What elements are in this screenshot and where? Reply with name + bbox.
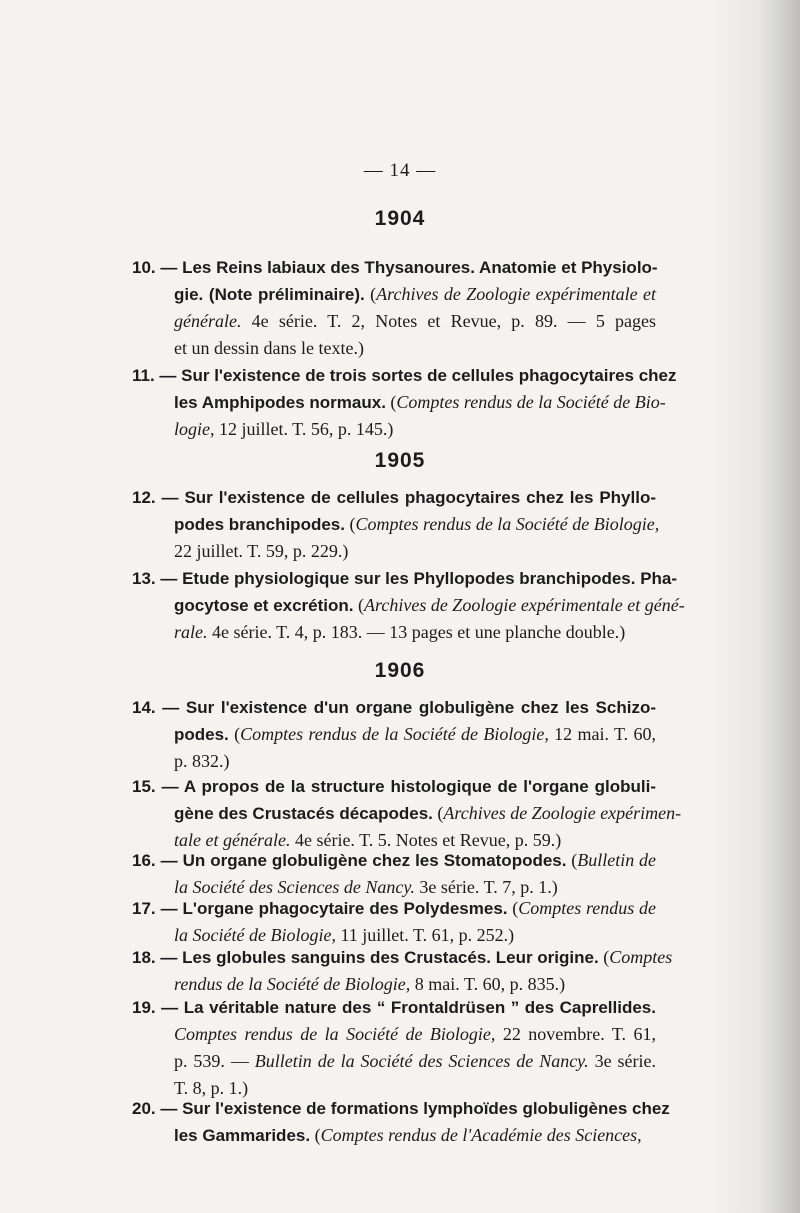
entry-line	[132, 694, 656, 721]
citation-journal-text: Comptes rendus de la Société de Biologie,	[174, 1024, 496, 1044]
entry-title-text: — La véritable nature des “ Frontaldrüsen ” des Caprellides.	[161, 998, 656, 1017]
citation-text: 22 novembre. T. 61,	[495, 1024, 656, 1044]
citation-text: (	[310, 1125, 321, 1145]
citation-text: 4e série. T. 5. Notes et Revue, p. 59.)	[290, 830, 562, 850]
citation-text: (	[385, 392, 397, 412]
citation-text: (	[432, 803, 444, 823]
bibliography-entry-13	[132, 565, 685, 646]
year-heading-1905: 1905	[374, 449, 426, 472]
entry-number: 14.	[132, 698, 163, 717]
entry-number: 20.	[132, 1099, 161, 1118]
entry-title-text: gie. (Note préliminaire).	[174, 285, 365, 304]
entry-line	[132, 1122, 656, 1149]
entry-line	[132, 389, 666, 416]
entry-title-text: — A propos de la structure histologique de l'organe globuli-	[161, 777, 657, 796]
citation-journal-text: rendus de la Société de Biologie,	[174, 974, 411, 994]
citation-text: T. 8, p. 1.)	[174, 1078, 249, 1098]
entry-title-text: — Sur l'existence d'un organe globuligène chez les Schizo-	[162, 698, 657, 717]
citation-text: et un dessin dans le texte.)	[174, 338, 364, 358]
citation-text: 3e série.	[588, 1051, 657, 1071]
citation-journal-text: Archives de Zoologie expérimentale et géné-	[364, 595, 685, 615]
citation-journal-text: rale.	[174, 622, 208, 642]
citation-text: 12 juillet. T. 56, p. 145.)	[214, 419, 394, 439]
entry-line	[132, 895, 656, 922]
citation-journal-text: Comptes rendus de la Société de Biologie,	[240, 724, 549, 744]
bibliography-entry-16	[132, 847, 656, 901]
entry-title-text: les Gammarides.	[174, 1126, 311, 1145]
citation-text: (	[228, 724, 241, 744]
entry-title-text: — Sur l'existence de trois sortes de cellules phagocytaires chez	[159, 366, 677, 385]
entry-line	[132, 254, 656, 281]
entry-line	[132, 800, 682, 827]
entry-line	[132, 748, 656, 775]
citation-text: (	[507, 898, 519, 918]
entry-line	[132, 281, 656, 308]
entry-title-text: les Amphipodes normaux.	[174, 393, 386, 412]
citation-journal-text: la Société des Sciences de Nancy.	[174, 877, 415, 897]
entry-number: 15.	[132, 777, 162, 796]
entry-line	[132, 1021, 656, 1048]
citation-journal-text: Comptes rendus de la Société de Biologie,	[355, 514, 660, 534]
entry-title-text: — Sur l'existence de cellules phagocytaires chez les Phyllo-	[161, 488, 656, 507]
entry-line	[132, 847, 656, 874]
entry-title-text: podes branchipodes.	[174, 515, 345, 534]
bibliography-entry-15	[132, 773, 682, 854]
bibliography-entry-10	[132, 254, 656, 362]
entry-line	[132, 308, 656, 335]
citation-journal-text: générale.	[174, 311, 242, 331]
year-heading-1904: 1904	[374, 207, 426, 230]
entry-line	[132, 1048, 656, 1075]
entry-title-text: — L'organe phagocytaire des Polydesmes.	[160, 899, 508, 918]
entry-line	[132, 335, 656, 362]
entry-line	[132, 538, 656, 565]
citation-journal-text: Comptes rendus de la Société de Bio-	[396, 392, 666, 412]
entry-number: 12.	[132, 488, 162, 507]
bibliography-entry-18	[132, 944, 673, 998]
entry-number: 13.	[132, 569, 161, 588]
citation-text: 4e série. T. 4, p. 183. — 13 pages et une planche double.)	[207, 622, 626, 642]
entry-title-text: podes.	[174, 725, 229, 744]
entry-title-text: — Les Reins labiaux des Thysanoures. Anatomie et Physiolo-	[160, 258, 658, 277]
entry-line	[132, 511, 660, 538]
citation-text: 12 mai. T. 60,	[548, 724, 656, 744]
citation-text: 8 mai. T. 60, p. 835.)	[410, 974, 566, 994]
citation-journal-text: Comptes rendus de	[518, 898, 656, 918]
citation-journal-text: Archives de Zoologie expérimentale et	[376, 284, 656, 304]
citation-text: 22 juillet. T. 59, p. 229.)	[174, 541, 349, 561]
citation-journal-text: Comptes rendus de l'Académie des Sciences,	[320, 1125, 642, 1145]
year-heading-1906: 1906	[374, 659, 426, 682]
entry-line	[132, 416, 656, 443]
entry-line	[132, 565, 678, 592]
citation-journal-text: Comptes	[609, 947, 673, 967]
citation-text: (	[364, 284, 377, 304]
citation-journal-text: Archives de Zoologie expérimen-	[443, 803, 682, 823]
entry-line	[132, 944, 673, 971]
entry-title-text: — Les globules sanguins des Crustacés. Leur origine.	[160, 948, 599, 967]
citation-text: (	[353, 595, 365, 615]
page-number: — 14 —	[363, 160, 437, 181]
bibliography-entry-17	[132, 895, 656, 949]
entry-number: 18.	[132, 948, 161, 967]
citation-text: (	[344, 514, 356, 534]
bibliography-entry-14	[132, 694, 656, 775]
citation-journal-text: Bulletin de	[577, 850, 656, 870]
entry-line	[132, 773, 656, 800]
entry-line	[132, 994, 656, 1021]
citation-journal-text: la Société de Biologie,	[174, 925, 336, 945]
entry-title-text: — Sur l'existence de formations lymphoïdes globuligènes chez	[160, 1099, 670, 1118]
entry-title-text: gocytose et excrétion.	[174, 596, 354, 615]
entry-number: 19.	[132, 998, 162, 1017]
entry-line	[132, 721, 656, 748]
bibliography-entry-11	[132, 362, 677, 443]
entry-number: 16.	[132, 851, 161, 870]
citation-text: p. 539. —	[174, 1051, 255, 1071]
entry-number: 10.	[132, 258, 161, 277]
entry-number: 17.	[132, 899, 161, 918]
entry-line	[132, 484, 656, 511]
citation-journal-text: logie,	[174, 419, 215, 439]
entry-line	[132, 362, 677, 389]
citation-text: (	[566, 850, 578, 870]
bibliography-entry-12	[132, 484, 660, 565]
citation-text: 4e série. T. 2, Notes et Revue, p. 89. — 5 pages	[241, 311, 656, 331]
citation-text: p. 832.)	[174, 751, 230, 771]
entry-line	[132, 592, 685, 619]
citation-text: (	[598, 947, 610, 967]
entry-number: 11.	[132, 366, 160, 385]
entry-title-text: — Un organe globuligène chez les Stomatopodes.	[160, 851, 567, 870]
bibliography-entry-19	[132, 994, 656, 1102]
entry-title-text: — Etude physiologique sur les Phyllopodes branchipodes. Pha-	[160, 569, 678, 588]
citation-journal-text: Bulletin de la Société des Sciences de Nancy.	[254, 1051, 589, 1071]
citation-text: 3e série. T. 7, p. 1.)	[414, 877, 558, 897]
entry-line	[132, 1095, 670, 1122]
citation-journal-text: tale et générale.	[174, 830, 291, 850]
citation-text: 11 juillet. T. 61, p. 252.)	[335, 925, 515, 945]
entry-title-text: gène des Crustacés décapodes.	[174, 804, 433, 823]
bibliography-entry-20	[132, 1095, 670, 1149]
entry-line	[132, 619, 656, 646]
